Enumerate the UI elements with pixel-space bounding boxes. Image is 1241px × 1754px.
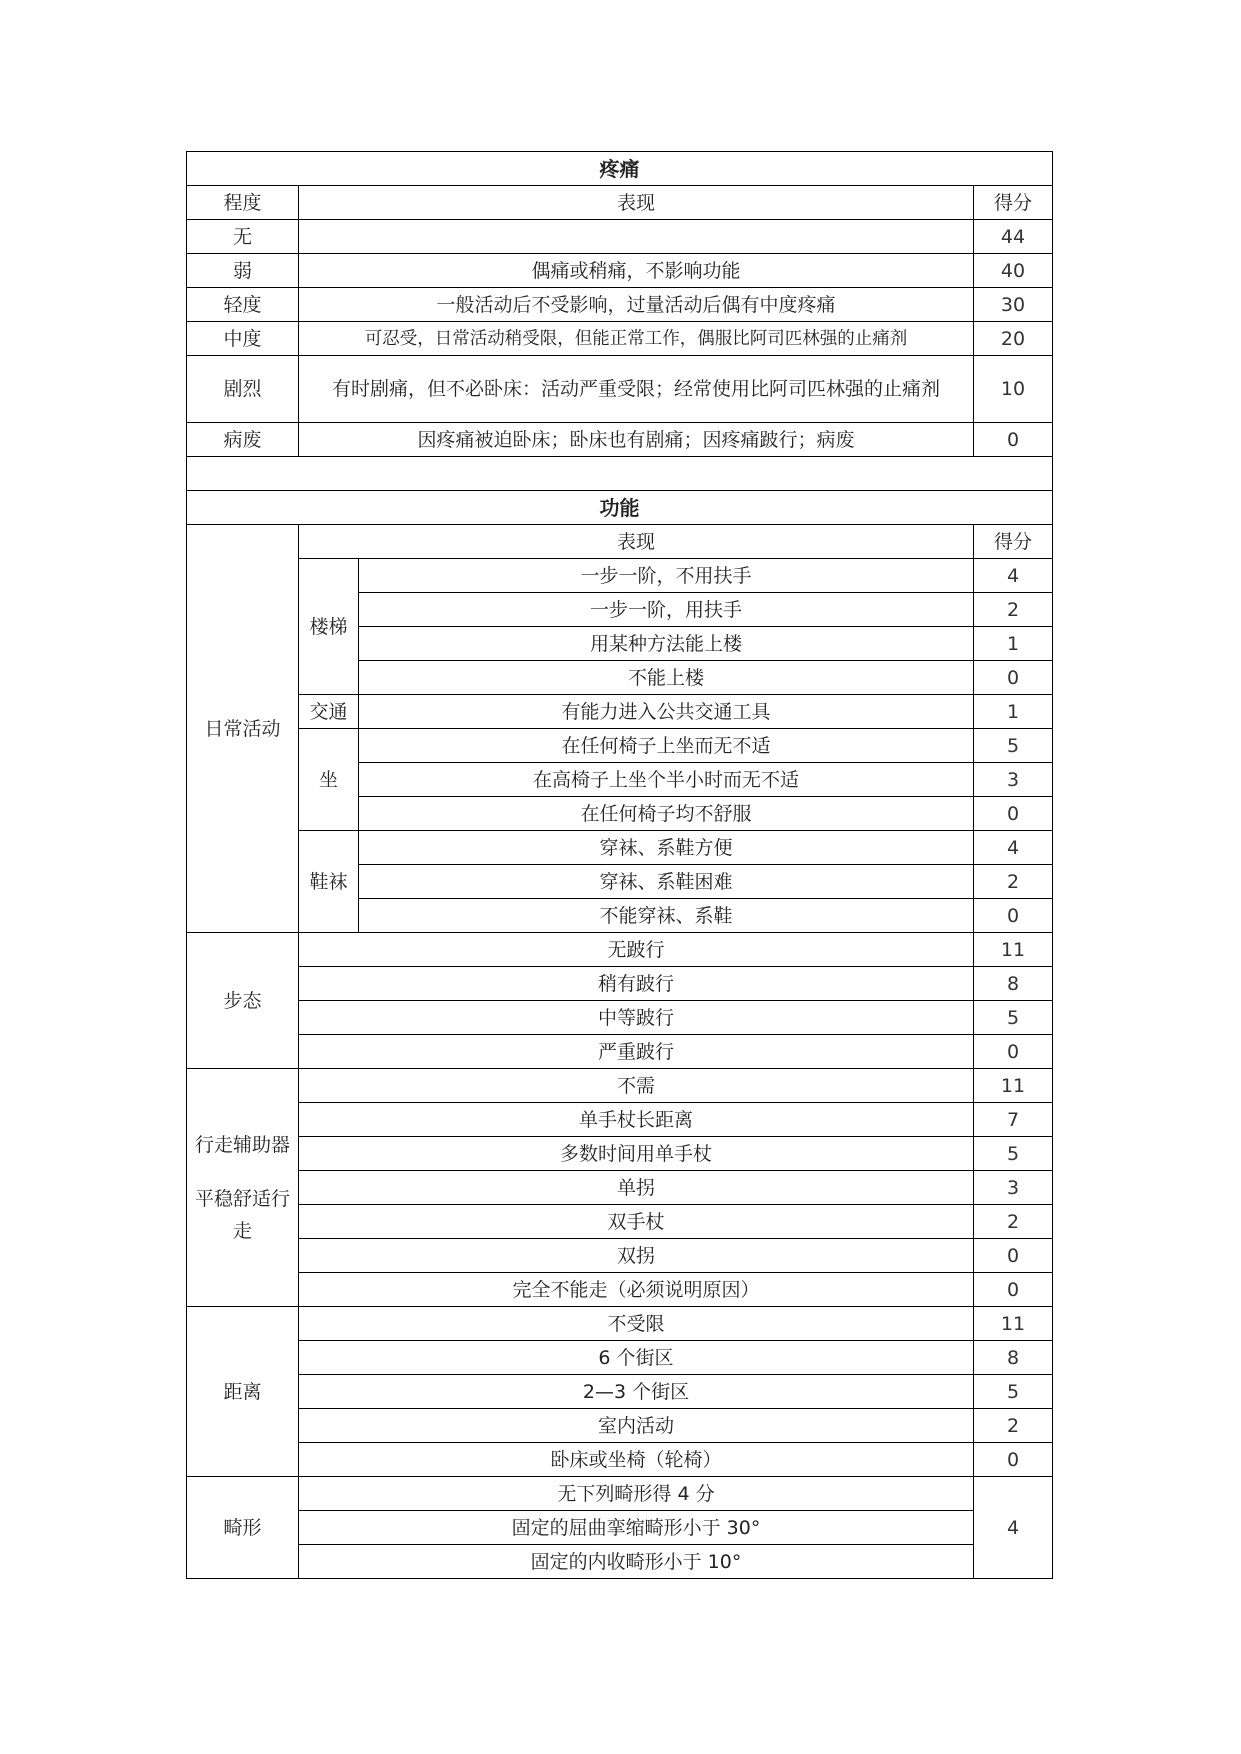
distance-score: 5 xyxy=(974,1375,1053,1409)
transport-label: 交通 xyxy=(299,695,359,729)
aids-label xyxy=(187,1069,299,1307)
stairs-desc: 不能上楼 xyxy=(359,661,974,695)
stairs-desc: 一步一阶，用扶手 xyxy=(359,593,974,627)
distance-row xyxy=(187,1307,1053,1341)
pain-header-row xyxy=(187,186,1053,220)
pain-desc: 偶痛或稍痛，不影响功能 xyxy=(299,254,974,288)
deformity-row xyxy=(187,1511,1053,1545)
spacer-cell xyxy=(187,457,1053,491)
distance-desc: 卧床或坐椅（轮椅） xyxy=(299,1443,974,1477)
sitting-desc: 在任何椅子均不舒服 xyxy=(359,797,974,831)
aids-row xyxy=(187,1273,1053,1307)
transport-desc: 有能力进入公共交通工具 xyxy=(359,695,974,729)
shoes-desc: 穿袜、系鞋方便 xyxy=(359,831,974,865)
pain-desc: 可忍受，日常活动稍受限，但能正常工作，偶服比阿司匹林强的止痛剂 xyxy=(299,322,974,356)
distance-desc: 2—3 个街区 xyxy=(299,1375,974,1409)
transport-row xyxy=(187,695,1053,729)
aids-desc: 多数时间用单手杖 xyxy=(299,1137,974,1171)
distance-score: 8 xyxy=(974,1341,1053,1375)
aids-row xyxy=(187,1171,1053,1205)
pain-row xyxy=(187,423,1053,457)
desc-header: 表现 xyxy=(299,186,974,220)
pain-score: 0 xyxy=(974,423,1053,457)
pain-desc: 有时剧痛，但不必卧床：活动严重受限；经常使用比阿司匹林强的止痛剂 xyxy=(299,356,974,423)
deformity-score: 4 xyxy=(974,1477,1053,1579)
function-section-title: 功能 xyxy=(187,491,1053,525)
pain-degree: 病废 xyxy=(187,423,299,457)
aids-row xyxy=(187,1069,1053,1103)
aids-score: 5 xyxy=(974,1137,1053,1171)
aids-row xyxy=(187,1239,1053,1273)
gait-row xyxy=(187,933,1053,967)
sitting-score: 3 xyxy=(974,763,1053,797)
pain-degree: 中度 xyxy=(187,322,299,356)
sitting-score: 5 xyxy=(974,729,1053,763)
gait-score: 11 xyxy=(974,933,1053,967)
distance-row xyxy=(187,1443,1053,1477)
aids-desc: 不需 xyxy=(299,1069,974,1103)
pain-row xyxy=(187,322,1053,356)
pain-score: 10 xyxy=(974,356,1053,423)
function-score-header: 得分 xyxy=(974,525,1053,559)
distance-row xyxy=(187,1341,1053,1375)
stairs-label: 楼梯 xyxy=(299,559,359,695)
deformity-desc: 无下列畸形得 4 分 xyxy=(299,1477,974,1511)
aids-score: 0 xyxy=(974,1239,1053,1273)
aids-desc: 单手杖长距离 xyxy=(299,1103,974,1137)
stairs-score: 1 xyxy=(974,627,1053,661)
deformity-label: 畸形 xyxy=(187,1477,299,1579)
pain-score: 44 xyxy=(974,220,1053,254)
distance-desc: 6 个街区 xyxy=(299,1341,974,1375)
pain-desc: 一般活动后不受影响，过量活动后偶有中度疼痛 xyxy=(299,288,974,322)
distance-label: 距离 xyxy=(187,1307,299,1477)
shoes-label: 鞋袜 xyxy=(299,831,359,933)
pain-degree: 轻度 xyxy=(187,288,299,322)
stairs-score: 2 xyxy=(974,593,1053,627)
aids-label-line1: 行走辅助器 xyxy=(194,1133,290,1156)
function-header-row xyxy=(187,525,1053,559)
distance-desc: 室内活动 xyxy=(299,1409,974,1443)
pain-desc: 因疼痛被迫卧床；卧床也有剧痛；因疼痛跛行；病废 xyxy=(299,423,974,457)
hip-score-table xyxy=(186,151,1053,1579)
gait-score: 8 xyxy=(974,967,1053,1001)
distance-row xyxy=(187,1409,1053,1443)
distance-score: 0 xyxy=(974,1443,1053,1477)
pain-row xyxy=(187,220,1053,254)
pain-degree: 剧烈 xyxy=(187,356,299,423)
aids-score: 0 xyxy=(974,1273,1053,1307)
sitting-row xyxy=(187,729,1053,763)
aids-score: 11 xyxy=(974,1069,1053,1103)
gait-row xyxy=(187,1035,1053,1069)
aids-row xyxy=(187,1205,1053,1239)
pain-score: 40 xyxy=(974,254,1053,288)
stairs-desc: 用某种方法能上楼 xyxy=(359,627,974,661)
aids-desc: 单拐 xyxy=(299,1171,974,1205)
pain-row xyxy=(187,254,1053,288)
stairs-score: 0 xyxy=(974,661,1053,695)
gait-desc: 无跛行 xyxy=(299,933,974,967)
aids-desc: 双手杖 xyxy=(299,1205,974,1239)
gait-row xyxy=(187,967,1053,1001)
aids-desc: 完全不能走（必须说明原因） xyxy=(299,1273,974,1307)
pain-title-row xyxy=(187,152,1053,186)
aids-row xyxy=(187,1103,1053,1137)
deformity-desc: 固定的内收畸形小于 10° xyxy=(299,1545,974,1579)
pain-degree: 无 xyxy=(187,220,299,254)
aids-desc: 双拐 xyxy=(299,1239,974,1273)
aids-score: 2 xyxy=(974,1205,1053,1239)
gait-desc: 严重跛行 xyxy=(299,1035,974,1069)
function-title-row xyxy=(187,491,1053,525)
pain-score: 30 xyxy=(974,288,1053,322)
pain-degree: 弱 xyxy=(187,254,299,288)
score-header: 得分 xyxy=(974,186,1053,220)
gait-desc: 稍有跛行 xyxy=(299,967,974,1001)
shoes-score: 4 xyxy=(974,831,1053,865)
sitting-desc: 在任何椅子上坐而无不适 xyxy=(359,729,974,763)
degree-header: 程度 xyxy=(187,186,299,220)
gait-score: 0 xyxy=(974,1035,1053,1069)
gait-row xyxy=(187,1001,1053,1035)
sitting-score: 0 xyxy=(974,797,1053,831)
sitting-label: 坐 xyxy=(299,729,359,831)
gait-score: 5 xyxy=(974,1001,1053,1035)
pain-section-title: 疼痛 xyxy=(187,152,1053,186)
distance-row xyxy=(187,1375,1053,1409)
distance-score: 2 xyxy=(974,1409,1053,1443)
sitting-desc: 在高椅子上坐个半小时而无不适 xyxy=(359,763,974,797)
distance-desc: 不受限 xyxy=(299,1307,974,1341)
shoes-desc: 不能穿袜、系鞋 xyxy=(359,899,974,933)
aids-label-line2: 平稳舒适行走 xyxy=(194,1187,290,1242)
distance-score: 11 xyxy=(974,1307,1053,1341)
stairs-score: 4 xyxy=(974,559,1053,593)
pain-score: 20 xyxy=(974,322,1053,356)
shoes-score: 0 xyxy=(974,899,1053,933)
shoes-desc: 穿袜、系鞋困难 xyxy=(359,865,974,899)
shoes-row xyxy=(187,831,1053,865)
shoes-score: 2 xyxy=(974,865,1053,899)
aids-score: 3 xyxy=(974,1171,1053,1205)
stairs-desc: 一步一阶，不用扶手 xyxy=(359,559,974,593)
deformity-row xyxy=(187,1545,1053,1579)
deformity-row xyxy=(187,1477,1053,1511)
spacer-row xyxy=(187,457,1053,491)
pain-desc xyxy=(299,220,974,254)
gait-label: 步态 xyxy=(187,933,299,1069)
transport-score: 1 xyxy=(974,695,1053,729)
aids-score: 7 xyxy=(974,1103,1053,1137)
stairs-row xyxy=(187,559,1053,593)
pain-row xyxy=(187,356,1053,423)
function-desc-header: 表现 xyxy=(299,525,974,559)
daily-activity-label: 日常活动 xyxy=(187,525,299,933)
pain-row xyxy=(187,288,1053,322)
deformity-desc: 固定的屈曲挛缩畸形小于 30° xyxy=(299,1511,974,1545)
aids-row xyxy=(187,1137,1053,1171)
gait-desc: 中等跛行 xyxy=(299,1001,974,1035)
